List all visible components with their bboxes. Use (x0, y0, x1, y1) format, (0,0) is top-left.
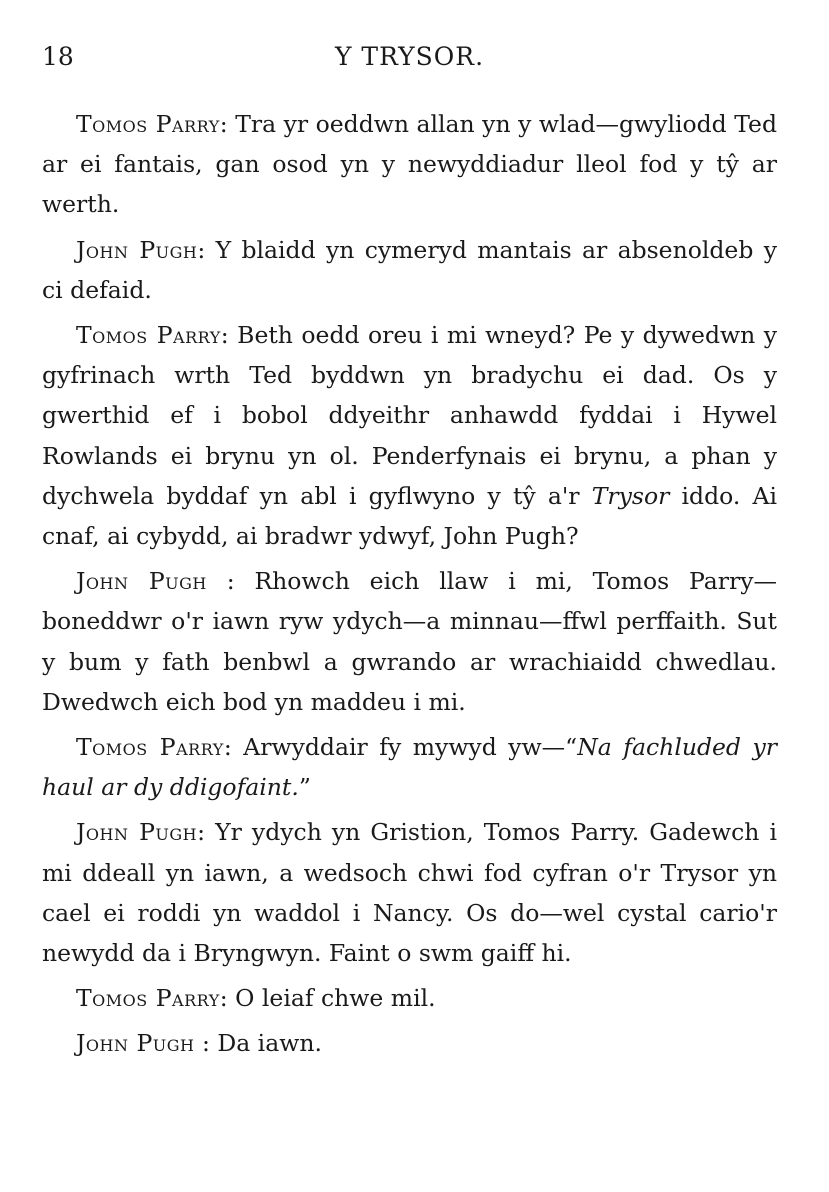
speech-text: Rhowch eich llaw i mi, Tomos Parry—boneddwr o'r iawn ryw ydych—a minnau—ffwl perffaith. Sut y bum y fath benbwl a gwrando ar wrachiaidd chwedlau. Dwedwch eich bod yn maddeu i mi. (42, 567, 778, 716)
speech-text: Yr ydych yn Gristion, Tomos Parry. Gadewch i mi ddeall yn iawn, a wedsoch chwi fod cyfran o'r Trysor yn cael ei roddi yn waddol i Nancy. Os do—wel cystal cario'r newydd da i Bryngwyn. Faint o swm gaiff hi. (42, 818, 777, 968)
running-title: Y TRYSOR. (334, 42, 485, 71)
italic-text: Na fachluded yr haul ar dy ddigofaint. (42, 733, 777, 802)
speech-text: Da iawn. (217, 1029, 322, 1058)
speaker-name: Tomos Parry (76, 321, 221, 350)
speaker-separator: : (219, 984, 236, 1013)
dialogue-paragraph (42, 727, 777, 807)
speech-text: Y blaidd yn cymeryd mantais ar absenoldeb y ci defaid. (42, 235, 777, 304)
speaker-name: John Pugh (76, 818, 198, 847)
speaker-name: John Pugh (76, 567, 207, 596)
speaker-separator: : (223, 733, 244, 762)
speech-text: Beth oedd oreu i mi wneyd? Pe y dywedwn y gyfrinach wrth Ted byddwn yn bradychu ei dad. Os y gwerthid ef i bobol ddyeithr anhawdd fyddai i Hywel Rowlands ei brynu yn ol. Penderfynais ei brynu, a phan y dychwela byddaf yn abl i gyflwyno y tŷ a'r (42, 321, 778, 510)
page-number: 18 (42, 42, 74, 71)
speech-text: iddo. Ai cnaf, ai cybydd, ai bradwr ydwyf, John Pugh? (42, 481, 778, 551)
dialogue-paragraph (42, 812, 777, 973)
speaker-separator: : (220, 321, 238, 350)
speech-text: Tra yr oeddwn allan yn y wlad—gwyliodd Ted ar ei fantais, gan osod yn y newyddiadur lleol fod y tŷ ar werth. (42, 110, 778, 219)
dialogue-paragraph (42, 978, 777, 1018)
dialogue-paragraph (42, 561, 777, 722)
speech-text: O leiaf chwe mil. (235, 984, 436, 1013)
dialogue-paragraph (42, 104, 777, 225)
dialogue-paragraph (42, 1023, 777, 1063)
dialogue-paragraph (42, 230, 777, 310)
speaker-name: Tomos Parry (76, 984, 220, 1013)
speaker-name: John Pugh (76, 1029, 195, 1058)
speaker-name: Tomos Parry (76, 110, 220, 138)
speaker-separator: : (197, 235, 216, 264)
speaker-name: John Pugh (76, 235, 198, 264)
speaker-separator: : (197, 818, 216, 847)
speech-text: Arwyddair fy mywyd yw—“ (243, 733, 578, 762)
running-head (42, 42, 777, 78)
speaker-separator: : (194, 1029, 218, 1058)
speaker-separator: : (206, 567, 255, 596)
italic-text: Trysor (591, 481, 670, 510)
speaker-name: Tomos Parry (76, 733, 224, 762)
speech-text: ” (298, 773, 311, 802)
dialogue-paragraph (42, 315, 777, 556)
speaker-separator: : (219, 110, 236, 138)
dialogue-body (42, 104, 777, 1069)
